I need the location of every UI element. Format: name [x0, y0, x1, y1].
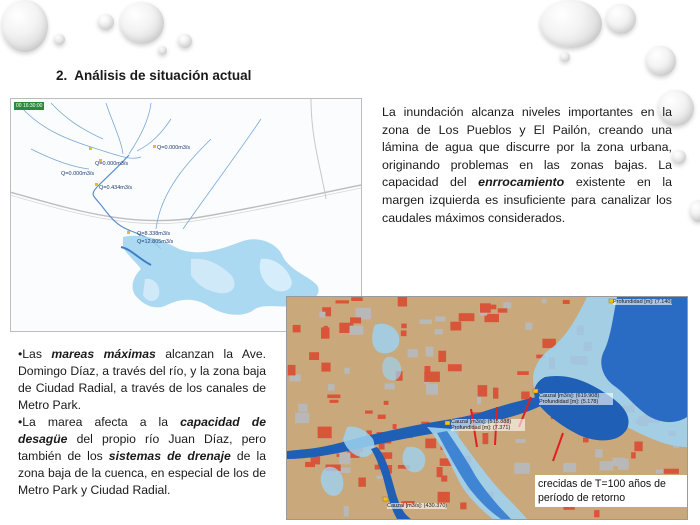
- flow-label: Q=8.338m3/s: [137, 231, 171, 237]
- water-drop-decoration: [646, 46, 676, 76]
- building-block: [378, 415, 386, 419]
- building-block: [438, 492, 450, 503]
- building-block: [295, 413, 309, 424]
- building-block: [408, 349, 418, 357]
- time-badge: 00 16:30:00: [16, 103, 43, 109]
- building-block: [401, 331, 407, 337]
- depth-label: Cauzal [m3/s]: (515.888) Profundidad [m]: (7.371): [451, 419, 525, 431]
- water-drop-decoration: [672, 150, 686, 164]
- building-block: [358, 478, 366, 487]
- building-block: [420, 320, 432, 325]
- body-text: •La marea afecta a la: [18, 415, 181, 429]
- emphasis-text: sistemas de drenaje: [108, 449, 231, 463]
- building-block: [600, 461, 614, 470]
- emphasis-text: capacidad de desagüe: [18, 415, 266, 446]
- building-block: [493, 388, 498, 399]
- body-text: alcanzan la Ave. Domingo Díaz, a través del río, y la zona baja de Ciudad Radial, a través de los canales de Metro Park.: [18, 347, 266, 412]
- building-block: [339, 453, 350, 465]
- building-block: [634, 442, 642, 452]
- building-block: [365, 411, 373, 414]
- building-block: [514, 463, 530, 474]
- water-drop-decoration: [178, 34, 192, 48]
- building-block: [613, 458, 625, 466]
- building-block: [288, 365, 296, 376]
- depth-label: Cauzal [m3/s]: (430.370): [387, 503, 448, 509]
- water-drop-decoration: [158, 46, 167, 55]
- building-block: [525, 323, 532, 330]
- building-block: [542, 299, 546, 304]
- building-block: [664, 469, 679, 474]
- bullet-list: [18, 346, 266, 499]
- building-block: [435, 329, 443, 334]
- building-block: [426, 384, 438, 395]
- building-block: [426, 347, 434, 357]
- title-number: 2.: [56, 68, 68, 83]
- building-block: [437, 467, 443, 477]
- building-block: [460, 503, 466, 510]
- building-block: [309, 352, 319, 360]
- analysis-paragraph: [382, 104, 672, 227]
- building-block: [384, 401, 389, 405]
- building-block: [563, 300, 570, 304]
- emphasis-text: mareas máximas: [51, 347, 156, 361]
- building-block: [450, 322, 461, 331]
- building-block: [401, 324, 406, 329]
- flow-label: Q=0.434m3/s: [99, 185, 133, 191]
- water-drop-decoration: [120, 2, 164, 44]
- building-block: [516, 439, 526, 443]
- water-drop-decoration: [2, 0, 48, 52]
- building-block: [319, 312, 325, 318]
- building-block: [438, 351, 446, 362]
- building-block: [563, 463, 576, 472]
- body-text: La inundación alcanza niveles importantes en la zona de Los Pueblos y El Pailón, creando una lámina de agua que discurre por la zona urbana, originando problemas en las zonas bajas. La capacidad del: [382, 105, 672, 190]
- building-block: [350, 326, 364, 335]
- building-block: [344, 368, 349, 374]
- flood-depth-map: [286, 296, 688, 520]
- building-block: [351, 297, 363, 301]
- building-block: [393, 424, 397, 429]
- flow-label: Q=12.805m3/s: [137, 239, 174, 245]
- building-block: [480, 303, 491, 312]
- building-block: [424, 372, 440, 382]
- building-block: [435, 316, 445, 321]
- water-drop-decoration: [98, 14, 114, 30]
- flow-label: Q=0.000m3/s: [95, 161, 129, 167]
- bullet-item: [18, 414, 266, 499]
- building-block: [330, 400, 339, 403]
- body-text: •Las: [18, 347, 52, 361]
- building-block: [594, 510, 599, 517]
- building-block: [321, 363, 330, 372]
- title-text: Análisis de situación actual: [74, 68, 252, 83]
- water-drop-decoration: [606, 4, 636, 34]
- building-block: [324, 326, 328, 336]
- building-block: [298, 404, 307, 412]
- building-block: [318, 427, 332, 439]
- building-block: [327, 395, 340, 399]
- building-block: [656, 470, 665, 474]
- building-block: [293, 325, 301, 333]
- body-text: del propio río Juan Díaz, pero también de los: [18, 432, 266, 463]
- building-block: [631, 452, 636, 458]
- building-block: [483, 433, 489, 444]
- building-block: [478, 385, 488, 397]
- building-block: [350, 317, 361, 323]
- building-block: [517, 371, 529, 375]
- building-block: [398, 297, 407, 307]
- water-drop-decoration: [540, 0, 602, 48]
- building-block: [290, 374, 301, 381]
- building-block: [595, 449, 602, 457]
- building-block: [477, 396, 481, 405]
- depth-label: Profundidad [m]: (7.140): [613, 299, 673, 305]
- body-text: existente en la margen izquierda es insuficiente para canalizar los caudales máximos considerados.: [382, 175, 672, 225]
- flow-label: Q=0.000m3/s: [61, 171, 95, 177]
- building-block: [498, 308, 508, 312]
- building-block: [521, 392, 530, 400]
- building-block: [344, 506, 349, 516]
- bullet-item: [18, 346, 266, 414]
- building-block: [377, 476, 383, 479]
- water-drop-decoration: [690, 200, 700, 222]
- building-block: [305, 462, 315, 467]
- slide-title: [56, 68, 251, 83]
- water-drop-decoration: [560, 52, 570, 62]
- depth-label: Cauzal [m3/s]: (619.908) Profundidad [m]: (5.178): [539, 393, 613, 405]
- building-block: [459, 313, 475, 321]
- building-block: [328, 384, 335, 391]
- building-block: [503, 302, 511, 308]
- building-block: [448, 364, 462, 371]
- building-block: [336, 300, 350, 303]
- map-caption: crecidas de T=100 años de período de retorno: [535, 475, 688, 507]
- building-block: [385, 383, 395, 389]
- building-block: [425, 439, 436, 449]
- body-text: de la zona baja de la cuenca, en especial de los de Metro Park y Ciudad Radial.: [18, 449, 266, 497]
- flow-label: Q=0.000m3/s: [157, 145, 191, 151]
- emphasis-text: enrrocamiento: [478, 175, 565, 190]
- water-drop-decoration: [54, 34, 65, 45]
